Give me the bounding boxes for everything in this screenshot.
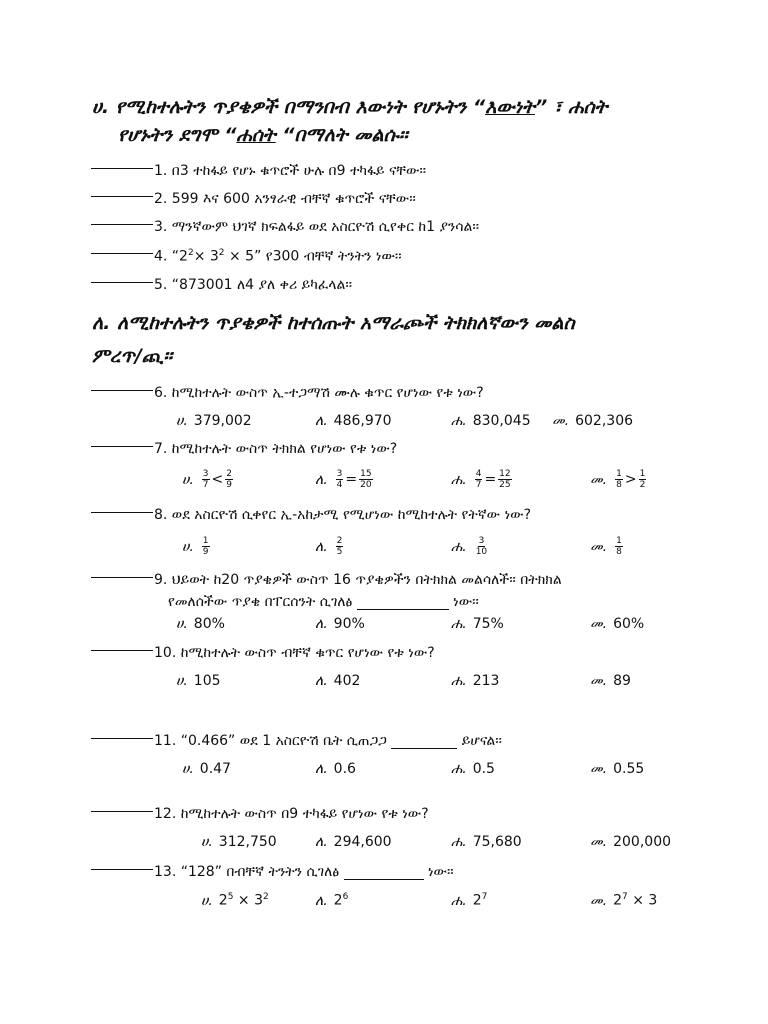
- operator: =: [345, 471, 358, 488]
- q11-option-d[interactable]: [590, 761, 644, 777]
- option-label: ሐ.: [451, 538, 467, 555]
- q7-option-b[interactable]: [315, 469, 375, 490]
- numerator: 12: [499, 469, 511, 479]
- mc-question-9-text2: የመለሰችው ጥያቄ በፐርሰንት ሲገለፅ: [168, 594, 357, 610]
- option-value: 75,680: [472, 834, 522, 850]
- option-label: ሀ.: [176, 413, 188, 429]
- option-label: ለ.: [315, 538, 328, 555]
- mc-question-9-line2: [168, 594, 479, 610]
- mc-question-9-text3: ነው፡፡: [448, 594, 479, 610]
- mc-question-9-text: 9. ህይወት ከ20 ጥያቄዎች ውስጥ 16 ጥያቄዎችን በትክክል መልሳለች፡፡ በትክክል: [154, 572, 562, 588]
- tf-q4-exp2: 2: [218, 248, 225, 258]
- numerator: 1: [616, 536, 622, 546]
- q6-option-b[interactable]: [315, 413, 392, 429]
- option-label: ሀ.: [182, 538, 194, 555]
- option-label: መ.: [590, 538, 608, 555]
- mc-question-10-text: 10. ከሚከተሉት ውስጥ ብቸኛ ቁጥር የሆነው የቱ ነው?: [154, 645, 435, 661]
- operator: × 3: [233, 892, 263, 909]
- option-label: ለ.: [315, 834, 328, 850]
- section-a-instruction-4: “በማለት መልሱ፡፡: [275, 124, 408, 146]
- option-value: 213: [472, 673, 500, 689]
- section-b-heading-line1: ለ. ለሚከተሉትን ጥያቄዎች ከተሰጡት አማራጮች ትክክለኛውን መልስ: [92, 312, 575, 334]
- q13-option-d[interactable]: [590, 892, 657, 909]
- q12-option-b[interactable]: [315, 834, 392, 850]
- mc-question-6: [91, 385, 484, 401]
- q8-option-c[interactable]: [451, 536, 490, 557]
- answer-blank-2[interactable]: [91, 196, 153, 197]
- section-a-heading-line2: [118, 124, 408, 146]
- fraction: [202, 536, 210, 557]
- option-label: መ.: [590, 834, 608, 850]
- option-label: ሀ.: [176, 673, 188, 689]
- option-value: 89: [613, 673, 631, 689]
- option-value: 312,750: [218, 834, 277, 850]
- denominator: 8: [616, 480, 622, 490]
- option-label: ሐ.: [451, 413, 467, 429]
- q10-option-a[interactable]: [176, 673, 221, 689]
- option-value: 0.5: [472, 761, 495, 777]
- option-label: ለ.: [315, 761, 328, 777]
- q8-option-a[interactable]: [182, 536, 212, 557]
- tf-question-5-text: 5. “873001 ለ4 ያለ ቀሪ ይካፈላል፡፡: [154, 277, 353, 293]
- tf-question-4: [91, 248, 402, 265]
- q10-option-b[interactable]: [315, 673, 360, 689]
- q8-option-b[interactable]: [315, 536, 345, 557]
- option-label: ለ.: [315, 673, 328, 689]
- operator: =: [484, 471, 497, 488]
- answer-blank-8[interactable]: [91, 512, 153, 513]
- fill-blank-11[interactable]: [391, 734, 457, 749]
- q6-option-a[interactable]: [176, 413, 252, 429]
- section-b-heading-line2: ምረጥ/ጪ፡፡: [92, 345, 173, 367]
- option-label: ሀ.: [176, 616, 188, 632]
- mc-question-9: [91, 572, 562, 588]
- fraction: [202, 469, 210, 490]
- mc-question-6-text: 6. ከሚከተሉት ውስጥ ኢ-ተጋማሽ ሙሉ ቁጥር የሆነው የቱ ነው?: [154, 385, 484, 401]
- option-value: 0.6: [333, 761, 356, 777]
- denominator: 20: [360, 480, 372, 490]
- tf-question-2-text: 2. 599 እና 600 አንፃራዊ ብቸኛ ቁጥሮች ናቸው፡፡: [154, 191, 416, 207]
- option-value: 60%: [613, 616, 645, 632]
- option-label: ሐ.: [451, 834, 467, 850]
- section-a-instruction-3: የሆኑትን ደግሞ “: [118, 124, 237, 146]
- operator: × 3: [627, 892, 658, 909]
- operator: <: [211, 471, 224, 488]
- mc-question-13-text: 13. “128” በብቸኛ ትንትን ሲገለፅ: [154, 864, 344, 880]
- section-a-marker: ሀ.: [92, 96, 110, 118]
- answer-blank-12[interactable]: [91, 811, 153, 812]
- tf-q4-part2: × 3: [193, 248, 219, 265]
- option-label: ሀ.: [182, 761, 194, 777]
- tf-question-1: [91, 163, 426, 179]
- tf-q4-part3: × 5” የ300 ብቸኛ ትንትን ነው፡፡: [224, 248, 402, 265]
- mc-question-8: [91, 507, 531, 523]
- denominator: 25: [499, 480, 511, 490]
- numerator: 2: [336, 536, 343, 546]
- answer-blank-1[interactable]: [91, 168, 153, 169]
- mc-question-7-text: 7. ከሚከተሉት ውስጥ ትክክል የሆነው የቱ ነው?: [154, 441, 398, 457]
- option-label: መ.: [590, 616, 608, 632]
- q11-option-b[interactable]: [315, 761, 356, 777]
- option-label: ሐ.: [451, 616, 467, 632]
- answer-blank-11[interactable]: [91, 738, 153, 739]
- option-label: ሀ.: [201, 834, 213, 850]
- option-value: 379,002: [193, 413, 252, 429]
- denominator: 7: [475, 480, 482, 490]
- exponent: 5: [227, 892, 234, 902]
- option-label: ሀ.: [182, 471, 194, 488]
- q11-option-a[interactable]: [182, 761, 231, 777]
- numerator: 1: [639, 469, 646, 479]
- base: 2: [333, 892, 343, 909]
- answer-blank-7[interactable]: [91, 446, 153, 447]
- numerator: 3: [478, 536, 485, 546]
- q10-option-c[interactable]: [451, 673, 499, 689]
- option-label: ሐ.: [451, 892, 467, 909]
- q7-option-d[interactable]: [590, 469, 648, 490]
- true-keyword: እውነት: [485, 96, 535, 118]
- option-value: 486,970: [333, 413, 392, 429]
- option-value: 0.55: [613, 761, 645, 777]
- tf-question-1-text: 1. በ3 ተከፋይ የሆኑ ቁጥሮች ሁሉ በ9 ተካፋይ ናቸው፡፡: [154, 163, 427, 179]
- denominator: 5: [336, 547, 343, 557]
- numerator: 3: [202, 469, 209, 479]
- answer-blank-4[interactable]: [91, 253, 153, 254]
- false-keyword: ሐሰት: [236, 124, 276, 146]
- numerator: 1: [616, 469, 622, 479]
- option-value: 294,600: [333, 834, 392, 850]
- fraction: [615, 536, 623, 557]
- option-value: 602,306: [575, 413, 634, 429]
- option-label: ሐ.: [451, 761, 467, 777]
- mc-question-11-text2: ይሆናል፡፡: [457, 733, 502, 749]
- operator: >: [624, 471, 637, 488]
- mc-question-8-text: 8. ወደ አስርዮሽ ሲቀየር ኢ-አከታሚ የሚሆነው ከሚከተሉት የትኛው ነው?: [154, 507, 532, 523]
- denominator: 4: [336, 480, 343, 490]
- base: 2: [472, 892, 482, 909]
- base: 2: [613, 892, 623, 909]
- fill-blank-9[interactable]: [357, 595, 449, 610]
- option-label: መ.: [590, 892, 608, 909]
- tf-question-3-text: 3. ማንኛውም ህገኛ ክፍልፋይ ወደ አስርዮሽ ሲየቀር ከ1 ያንሳል፡፡: [154, 219, 480, 235]
- option-label: ለ.: [315, 471, 328, 488]
- fraction: [336, 536, 344, 557]
- numerator: 1: [202, 536, 209, 546]
- q7-option-a[interactable]: [182, 469, 235, 490]
- exponent: 6: [342, 892, 349, 902]
- option-value: 0.47: [199, 761, 231, 777]
- q9-option-a[interactable]: [176, 616, 225, 632]
- q9-option-b[interactable]: [315, 616, 365, 632]
- option-label: ሀ.: [201, 892, 213, 909]
- exponent: 7: [622, 892, 628, 902]
- option-value: 75%: [472, 616, 504, 632]
- answer-blank-5[interactable]: [91, 282, 153, 283]
- numerator: 4: [475, 469, 482, 479]
- mc-question-13: [91, 864, 454, 880]
- q12-option-c[interactable]: [451, 834, 522, 850]
- fraction: [336, 469, 344, 490]
- option-value: 200,000: [613, 834, 672, 850]
- denominator: 2: [639, 480, 646, 490]
- option-label: ለ.: [315, 413, 328, 429]
- q6-option-d[interactable]: [552, 413, 633, 429]
- mc-question-13-text2: ነው፡፡: [423, 864, 454, 880]
- numerator: 3: [336, 469, 343, 479]
- q8-option-d[interactable]: [590, 536, 625, 557]
- denominator: 9: [202, 547, 209, 557]
- answer-blank-10[interactable]: [91, 650, 153, 651]
- denominator: 9: [226, 480, 232, 490]
- answer-blank-9[interactable]: [91, 577, 153, 578]
- answer-blank-6[interactable]: [91, 390, 153, 391]
- fraction: [475, 469, 483, 490]
- mc-question-10: [91, 645, 435, 661]
- option-label: ለ.: [315, 616, 328, 632]
- q13-option-a[interactable]: [201, 892, 269, 909]
- option-label: ለ.: [315, 892, 328, 909]
- fill-blank-13[interactable]: [344, 865, 424, 880]
- base: 2: [218, 892, 228, 909]
- q12-option-d[interactable]: [590, 834, 671, 850]
- q13-option-b[interactable]: [315, 892, 348, 909]
- mc-question-11-text: 11. “0.466” ወደ 1 አስርዮሽ ቤት ሲጠጋጋ: [154, 733, 392, 749]
- tf-question-2: [91, 191, 416, 207]
- option-value: 402: [333, 673, 361, 689]
- fraction: [225, 469, 233, 490]
- fraction: [498, 469, 511, 490]
- fraction: [639, 469, 647, 490]
- answer-blank-3[interactable]: [91, 224, 153, 225]
- section-a-instruction-2: ” ፣ ሐሰት: [534, 96, 608, 118]
- fraction: [475, 536, 488, 557]
- section-a-heading-line1: [92, 96, 607, 118]
- option-value: 105: [193, 673, 221, 689]
- denominator: 7: [202, 480, 209, 490]
- mc-question-7: [91, 441, 397, 457]
- fraction: [359, 469, 372, 490]
- q9-option-c[interactable]: [451, 616, 504, 632]
- numerator: 15: [360, 469, 372, 479]
- option-label: መ.: [590, 471, 608, 488]
- q10-option-d[interactable]: [590, 673, 631, 689]
- fraction: [615, 469, 623, 490]
- option-value: 90%: [333, 616, 365, 632]
- exponent: 2: [262, 892, 269, 902]
- section-a-instruction-1: የሚከተሉትን ጥያቄዎች በማንበብ እውነት የሆኑትን “: [115, 96, 486, 118]
- denominator: 8: [616, 547, 622, 557]
- q11-option-c[interactable]: [451, 761, 495, 777]
- numerator: 2: [226, 469, 232, 479]
- option-label: መ.: [590, 761, 608, 777]
- mc-question-11: [91, 733, 502, 749]
- tf-q4-part: 4. “2: [154, 248, 188, 265]
- mc-question-12: [91, 806, 429, 822]
- tf-q4-exp1: 2: [187, 248, 194, 258]
- option-label: መ.: [552, 413, 570, 429]
- tf-question-5: [91, 277, 352, 293]
- q12-option-a[interactable]: [201, 834, 277, 850]
- option-label: ሐ.: [451, 471, 467, 488]
- denominator: 10: [475, 547, 488, 557]
- q6-option-c[interactable]: [451, 413, 531, 429]
- option-value: 80%: [193, 616, 225, 632]
- exponent: 7: [481, 892, 488, 902]
- q9-option-d[interactable]: [590, 616, 644, 632]
- option-label: ሐ.: [451, 673, 467, 689]
- answer-blank-13[interactable]: [91, 869, 153, 870]
- q13-option-c[interactable]: [451, 892, 487, 909]
- option-label: መ.: [590, 673, 608, 689]
- option-value: 830,045: [472, 413, 531, 429]
- mc-question-12-text: 12. ከሚከተሉት ውስጥ በ9 ተካፋይ የሆነው የቱ ነው?: [154, 806, 429, 822]
- q7-option-c[interactable]: [451, 469, 514, 490]
- tf-question-3: [91, 219, 479, 235]
